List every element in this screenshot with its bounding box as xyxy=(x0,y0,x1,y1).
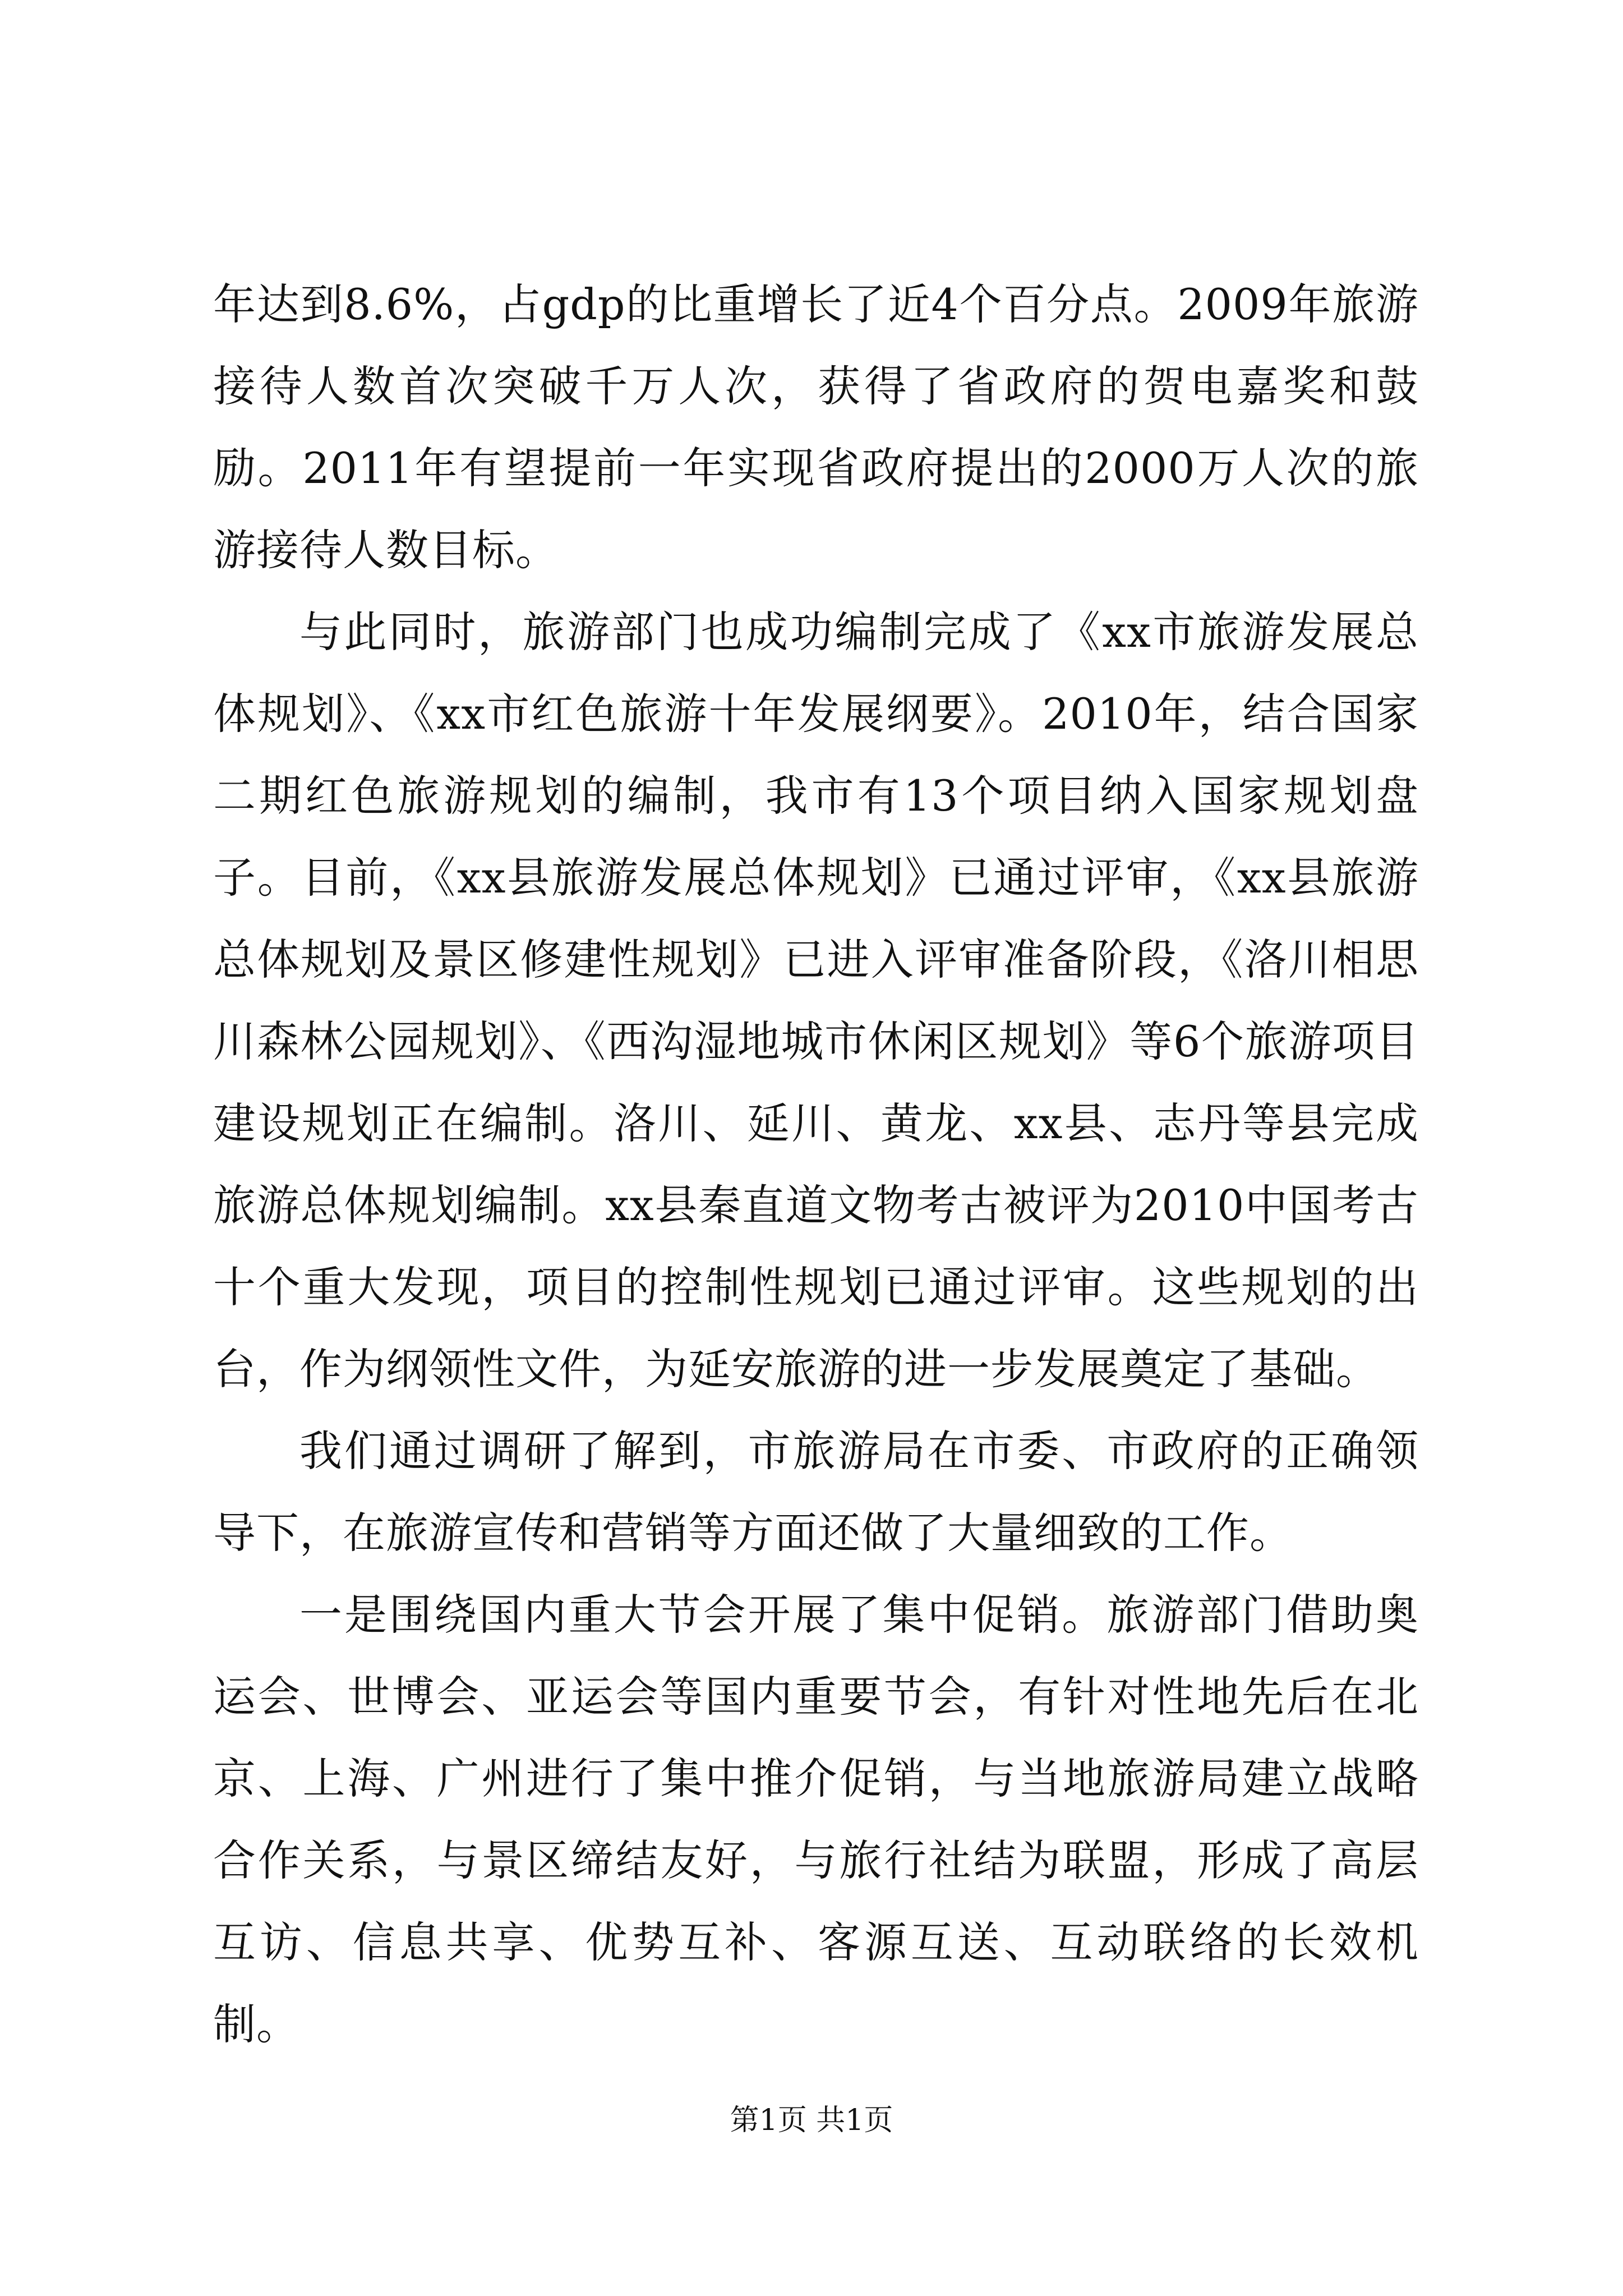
document-body xyxy=(213,264,1419,2065)
paragraph-planning: 与此同时，旅游部门也成功编制完成了《xx市旅游发展总体规划》、《xx市红色旅游十年发展纲要》。2010年，结合国家二期红色旅游规划的编制，我市有13个项目纳入国家规划盘子。目前，《xx县旅游发展总体规划》已通过评审，《xx县旅游总体规划及景区修建性规划》已进入评审准备阶段，《洛川相思川森林公园规划》、《西沟湿地城市休闲区规划》等6个旅游项目建设规划正在编制。洛川、延川、黄龙、xx县、志丹等县完成旅游总体规划编制。xx县秦直道文物考古被评为2010中国考古十个重大发现，项目的控制性规划已通过评审。这些规划的出台，作为纲领性文件，为延安旅游的进一步发展奠定了基础。 xyxy=(213,607,1419,1394)
page-number: 第1页 共1页 xyxy=(730,2104,893,2137)
paragraph-continuation: 年达到8.6%，占gdp的比重增长了近4个百分点。2009年旅游接待人数首次突破千万人次，获得了省政府的贺电嘉奖和鼓励。2011年有望提前一年实现省政府提出的2000万人次的旅游接待人数目标。 xyxy=(213,279,1419,575)
paragraph-research: 我们通过调研了解到，市旅游局在市委、市政府的正确领导下，在旅游宣传和营销等方面还做了大量细致的工作。 xyxy=(213,1426,1419,1558)
paragraph-promotion: 一是围绕国内重大节会开展了集中促销。旅游部门借助奥运会、世博会、亚运会等国内重要节会，有针对性地先后在北京、上海、广州进行了集中推介促销，与当地旅游局建立战略合作关系，与景区缔结友好，与旅行社结为联盟，形成了高层互访、信息共享、优势互补、客源互送、互动联络的长效机制。 xyxy=(213,1590,1419,2049)
